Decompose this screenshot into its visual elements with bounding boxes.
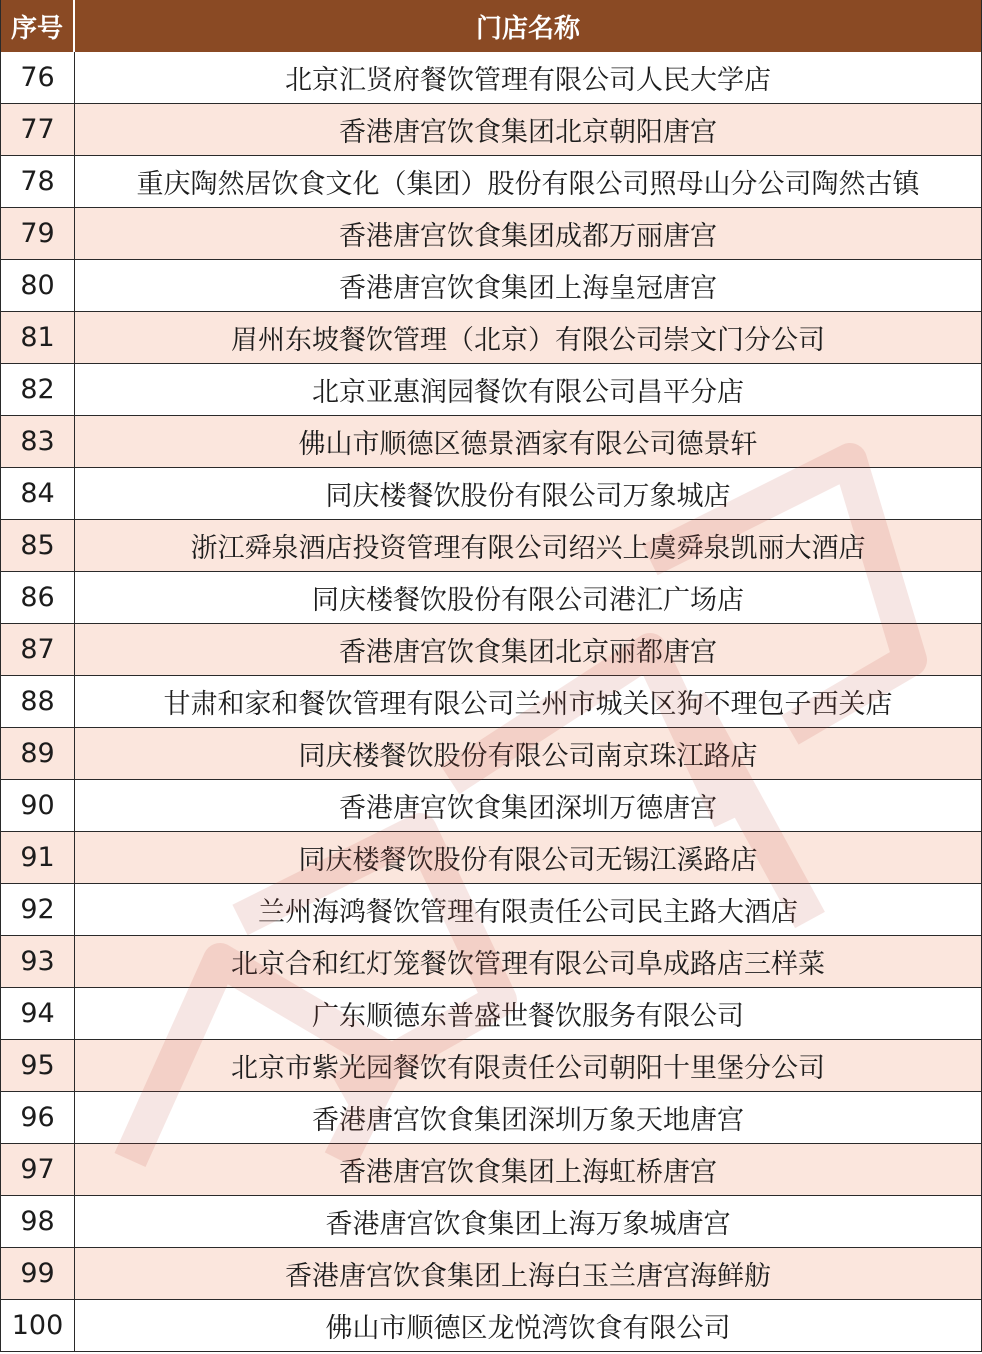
table-row [1,676,981,728]
header-index: 序号 [1,0,75,52]
table-row [1,104,981,156]
row-index: 77 [1,104,75,155]
row-store-name: 同庆楼餐饮股份有限公司港汇广场店 [312,585,744,616]
row-index: 90 [1,780,75,831]
row-index: 80 [1,260,75,311]
row-store-name: 眉州东坡餐饮管理（北京）有限公司崇文门分公司 [231,325,825,356]
table-row [1,1144,981,1196]
row-index: 89 [1,728,75,779]
table-row [1,780,981,832]
table-row [1,728,981,780]
table-row [1,1196,981,1248]
row-index: 92 [1,884,75,935]
table-row [1,624,981,676]
row-store-name: 甘肃和家和餐饮管理有限公司兰州市城关区狗不理包子西关店 [163,689,893,720]
table-row [1,832,981,884]
row-store-name: 北京亚惠润园餐饮有限公司昌平分店 [312,377,744,408]
row-index: 78 [1,156,75,207]
header-store-name: 门店名称 [475,13,580,44]
table-row [1,572,981,624]
row-store-name: 广东顺德东普盛世餐饮服务有限公司 [312,1001,744,1032]
row-store-name: 香港唐宫饮食集团成都万丽唐宫 [339,221,717,252]
row-index: 84 [1,468,75,519]
table-row [1,312,981,364]
table-row [1,364,981,416]
row-store-name: 香港唐宫饮食集团深圳万象天地唐宫 [312,1105,744,1136]
row-index: 88 [1,676,75,727]
row-index: 76 [1,52,75,103]
row-index: 94 [1,988,75,1039]
row-store-name: 香港唐宫饮食集团上海白玉兰唐宫海鲜舫 [285,1261,771,1292]
row-index: 91 [1,832,75,883]
table-row [1,1092,981,1144]
row-store-name: 同庆楼餐饮股份有限公司无锡江溪路店 [298,845,758,876]
table-header [1,0,981,52]
row-store-name: 佛山市顺德区德景酒家有限公司德景轩 [298,429,758,460]
row-store-name: 香港唐宫饮食集团上海虹桥唐宫 [339,1157,717,1188]
table-row [1,520,981,572]
row-index: 82 [1,364,75,415]
row-index: 97 [1,1144,75,1195]
table-row [1,208,981,260]
row-store-name: 兰州海鸿餐饮管理有限责任公司民主路大酒店 [258,897,798,928]
row-store-name: 同庆楼餐饮股份有限公司万象城店 [325,481,731,512]
table-row [1,52,981,104]
table-row [1,260,981,312]
table-row [1,1300,981,1352]
row-index: 87 [1,624,75,675]
row-store-name: 佛山市顺德区龙悦湾饮食有限公司 [325,1313,731,1344]
row-index: 81 [1,312,75,363]
row-index: 100 [1,1300,75,1351]
table-row [1,1040,981,1092]
table-row [1,1248,981,1300]
row-store-name: 香港唐宫饮食集团北京丽都唐宫 [339,637,717,668]
table-row [1,884,981,936]
table-row [1,988,981,1040]
row-index: 83 [1,416,75,467]
row-index: 95 [1,1040,75,1091]
row-store-name: 北京合和红灯笼餐饮管理有限公司阜成路店三样菜 [231,949,825,980]
row-store-name: 重庆陶然居饮食文化（集团）股份有限公司照母山分公司陶然古镇 [136,169,920,200]
row-index: 99 [1,1248,75,1299]
row-store-name: 香港唐宫饮食集团深圳万德唐宫 [339,793,717,824]
row-store-name: 北京市紫光园餐饮有限责任公司朝阳十里堡分公司 [231,1053,825,1084]
row-index: 93 [1,936,75,987]
row-index: 86 [1,572,75,623]
row-store-name: 浙江舜泉酒店投资管理有限公司绍兴上虞舜泉凯丽大酒店 [190,533,866,564]
row-index: 79 [1,208,75,259]
row-store-name: 同庆楼餐饮股份有限公司南京珠江路店 [298,741,758,772]
table-body [1,52,981,1352]
table-row [1,936,981,988]
row-index: 98 [1,1196,75,1247]
row-index: 85 [1,520,75,571]
table-row [1,416,981,468]
row-store-name: 香港唐宫饮食集团北京朝阳唐宫 [339,117,717,148]
row-store-name: 北京汇贤府餐饮管理有限公司人民大学店 [285,65,771,96]
table-row [1,156,981,208]
row-index: 96 [1,1092,75,1143]
row-store-name: 香港唐宫饮食集团上海万象城唐宫 [325,1209,731,1240]
row-store-name: 香港唐宫饮食集团上海皇冠唐宫 [339,273,717,304]
table-row [1,468,981,520]
